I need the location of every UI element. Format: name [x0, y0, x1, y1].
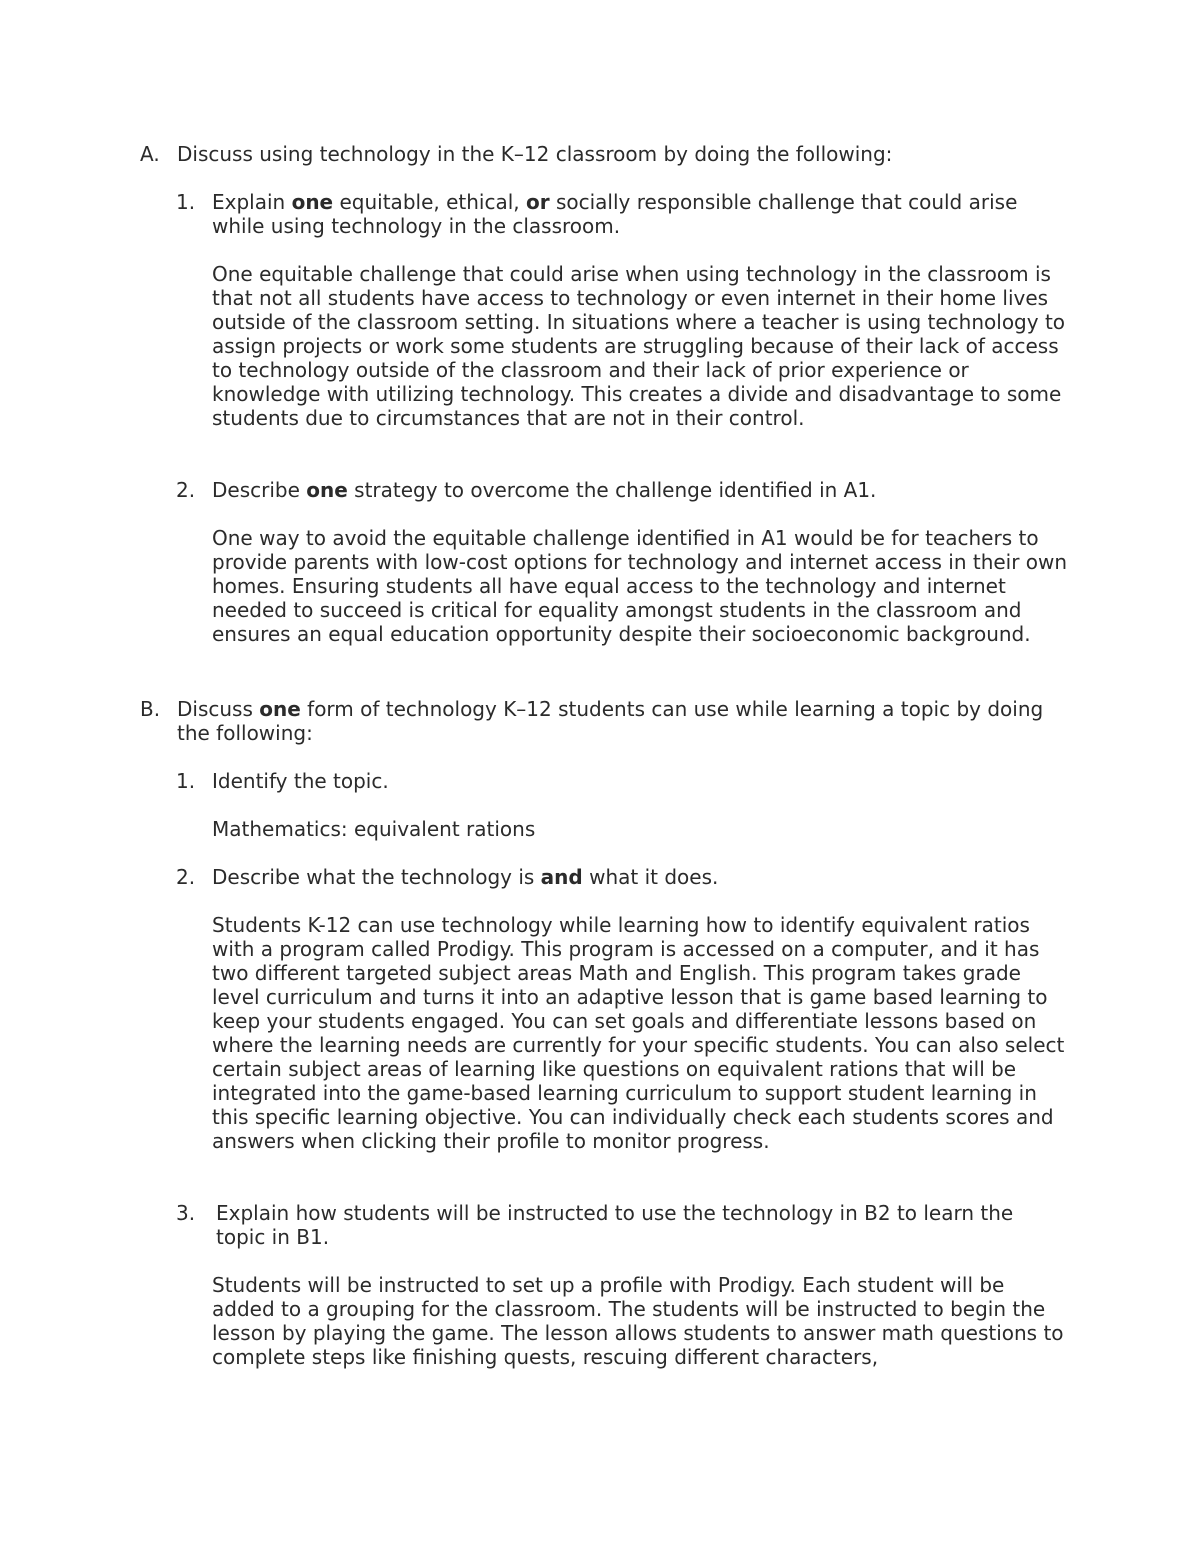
section-b-item-3 — [176, 1201, 1066, 1249]
section-b-item-3-prompt: Explain how students will be instructed to use the technology in B2 to learn the topic in B1. — [216, 1201, 1014, 1249]
section-a-item-1-answer: One equitable challenge that could arise when using technology in the classroom is that not all students have access to technology or even internet in their home lives outside of the classroom setting. In situations where a teacher is using technology to assign projects or work some students are struggling because of their lack of access to technology outside of the classroom and their lack of prior experience or knowledge with utilizing technology. This creates a divide and disadvantage to some students due to circumstances that are not in their control. — [212, 262, 1066, 430]
prompt-emphasis: or — [526, 190, 550, 214]
section-a-item-1-prompt — [212, 190, 1066, 238]
section-a-item-2-prompt — [212, 478, 1066, 502]
heading-text: form of technology K–12 students can use while learning a topic by doing the following: — [177, 697, 1044, 745]
section-a-marker: A. — [140, 142, 160, 166]
heading-text: Discuss — [177, 697, 260, 721]
section-a-item-2 — [176, 478, 1066, 502]
section-b-item-3-answer: Students will be instructed to set up a profile with Prodigy. Each student will be added to a grouping for the classroom. The students will be instructed to begin the lesson by playing the game. The lesson allows students to answer math questions to complete steps like finishing quests, rescuing different characters, — [212, 1273, 1064, 1369]
prompt-emphasis: one — [291, 190, 334, 214]
section-a-item-1-marker: 1. — [176, 190, 196, 214]
prompt-emphasis: and — [540, 865, 583, 889]
section-a-heading — [140, 142, 1070, 166]
section-a-item-1 — [176, 190, 1066, 238]
section-a-item-2-marker: 2. — [176, 478, 196, 502]
section-b-item-3-marker: 3. — [176, 1201, 196, 1225]
prompt-text: what it does. — [582, 865, 719, 889]
section-b-item-1-answer: Mathematics: equivalent rations — [212, 817, 536, 841]
heading-emphasis: one — [259, 697, 301, 721]
section-a-text: Discuss using technology in the K–12 classroom by doing the following: — [177, 142, 893, 166]
prompt-emphasis: one — [306, 478, 348, 502]
section-b-item-1 — [176, 769, 1066, 793]
section-b-item-1-marker: 1. — [176, 769, 196, 793]
section-b-text — [177, 697, 1070, 745]
section-b-item-2 — [176, 865, 1066, 889]
section-b-marker: B. — [140, 697, 161, 721]
section-b-item-2-prompt — [212, 865, 1066, 889]
prompt-text: Describe — [212, 478, 307, 502]
section-b-heading — [140, 697, 1070, 745]
prompt-text: Describe what the technology is — [212, 865, 541, 889]
prompt-text: socially responsible challenge that could arise while using technology in the classroom. — [212, 190, 1018, 238]
section-a-item-2-answer: One way to avoid the equitable challenge identified in A1 would be for teachers to provide parents with low-cost options for technology and internet access in their own homes. Ensuring students all have equal access to the technology and internet needed to succeed is critical for equality amongst students in the classroom and ensures an equal education opportunity despite their socioeconomic background. — [212, 526, 1068, 646]
prompt-text: Explain — [212, 190, 292, 214]
section-b-item-2-marker: 2. — [176, 865, 196, 889]
section-b-item-1-prompt: Identify the topic. — [212, 769, 389, 793]
prompt-text: equitable, ethical, — [333, 190, 526, 214]
prompt-text: strategy to overcome the challenge identified in A1. — [347, 478, 877, 502]
section-b-item-2-answer: Students K-12 can use technology while learning how to identify equivalent ratios with a program called Prodigy. This program is accessed on a computer, and it has two different targeted subject areas Math and English. This program takes grade level curriculum and turns it into an adaptive lesson that is game based learning to keep your students engaged. You can set goals and differentiate lessons based on where the learning needs are currently for your specific students. You can also select certain subject areas of learning like questions on equivalent rations that will be integrated into the game-based learning curriculum to support student learning in this specific learning objective. You can individually check each students scores and answers when clicking their profile to monitor progress. — [212, 913, 1065, 1153]
